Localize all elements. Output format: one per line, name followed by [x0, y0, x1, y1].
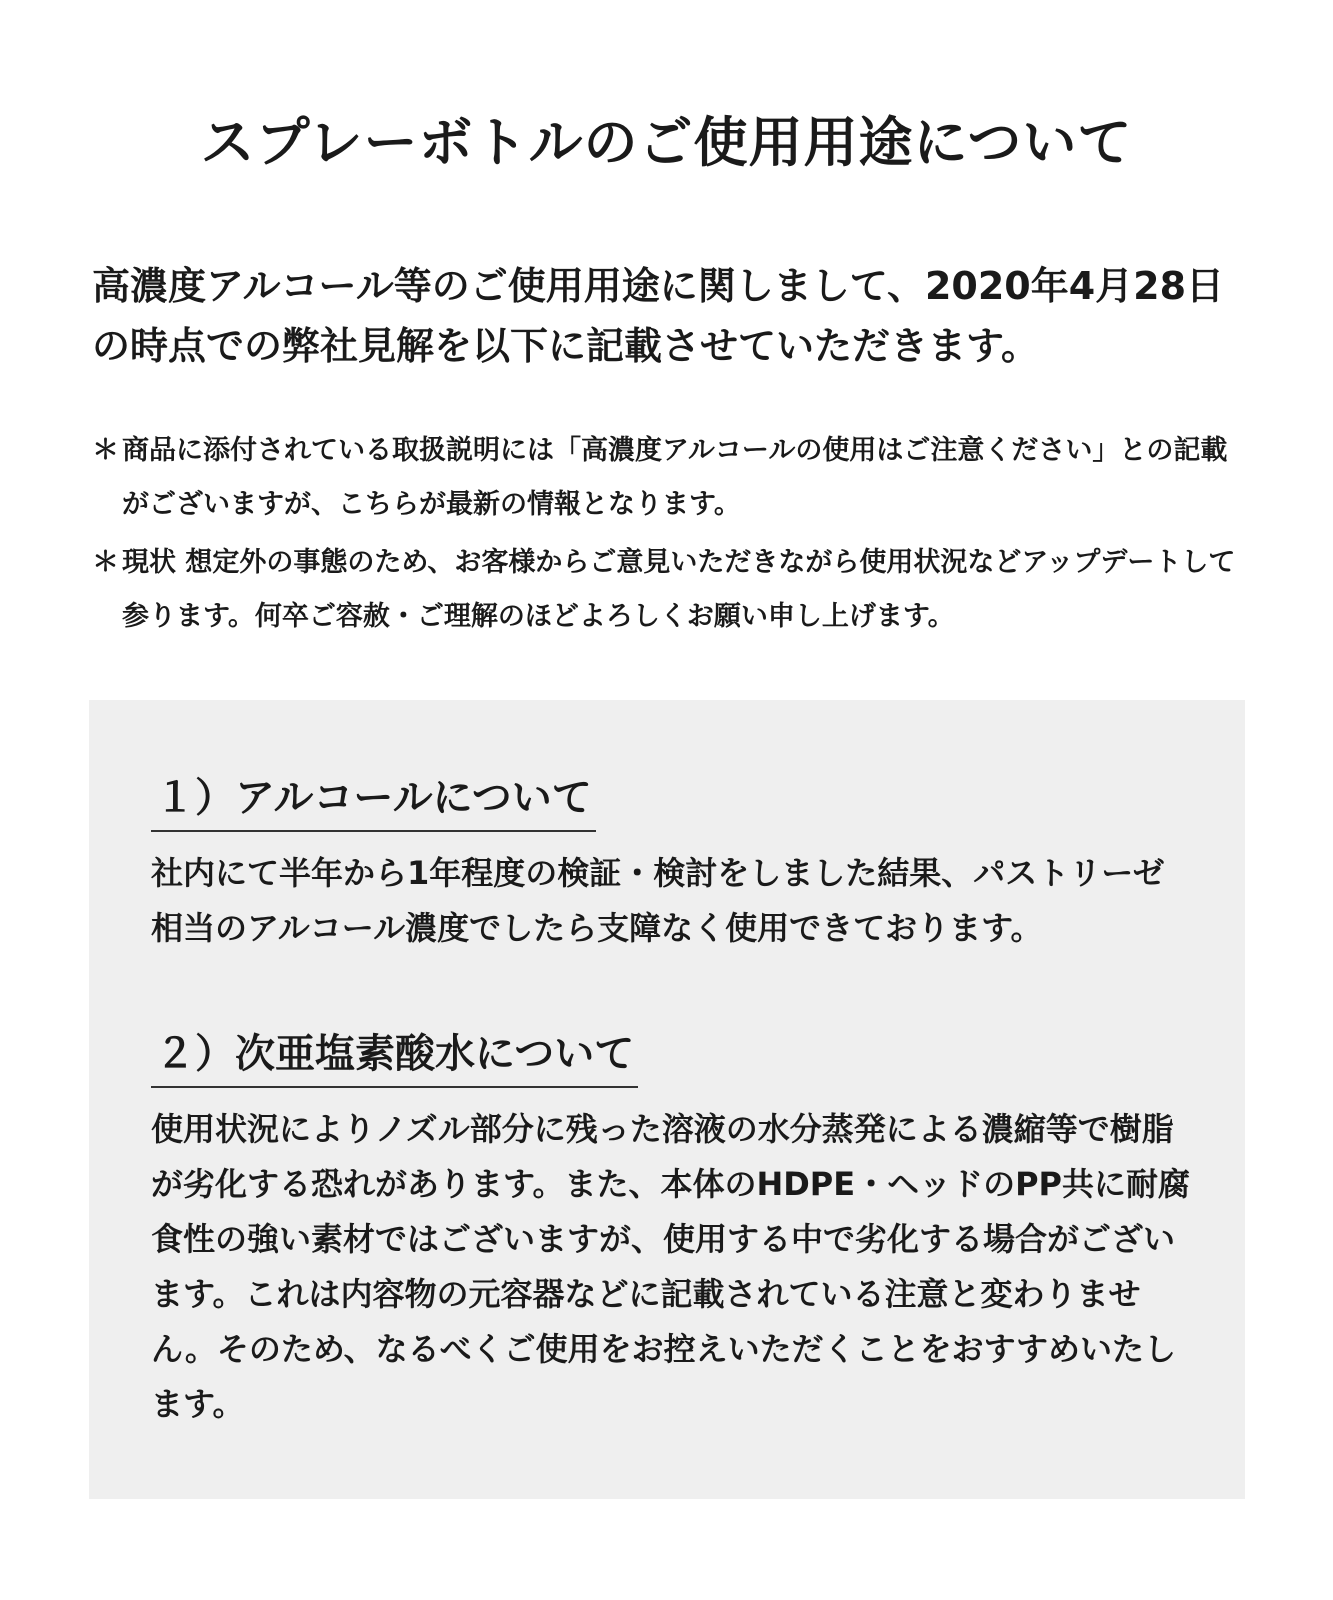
section-alcohol	[151, 770, 1191, 956]
note-text: 現状 想定外の事態のため、お客様からご意見いただきながら使用状況などアップデートして参ります。何卒ご容赦・ご理解のほどよろしくお願い申し上げます。	[122, 547, 1236, 632]
notes-list	[92, 424, 1252, 648]
note-item	[92, 424, 1252, 532]
section-hypochlorous-water	[151, 1026, 1191, 1432]
section-heading: ２）次亜塩素酸水について	[151, 1026, 638, 1088]
page-title: スプレーボトルのご使用用途について	[200, 111, 1133, 174]
asterisk-mark: ＊	[92, 435, 119, 466]
section-heading: １）アルコールについて	[151, 770, 596, 832]
section-body: 社内にて半年から1年程度の検証・検討をしました結果、パストリーゼ相当のアルコール濃度でしたら支障なく使用できております。	[151, 854, 1165, 947]
note-text: 商品に添付されている取扱説明には「高濃度アルコールの使用はご注意ください」との記載がございますが、こちらが最新の情報となります。	[122, 435, 1228, 520]
asterisk-mark: ＊	[92, 547, 119, 578]
section-body: 使用状況によりノズル部分に残った溶液の水分蒸発による濃縮等で樹脂が劣化する恐れがあります。また、本体のHDPE・ヘッドのPP共に耐腐食性の強い素材ではございますが、使用する中で劣化する場合がございます。これは内容物の元容器などに記載されている注意と変わりません。そのため、なるべくご使用をお控えいただくことをおすすめいたします。	[151, 1110, 1191, 1423]
info-panel	[89, 700, 1245, 1499]
intro-paragraph: 高濃度アルコール等のご使用用途に関しまして、2020年4月28日の時点での弊社見解を以下に記載させていただきます。	[92, 264, 1225, 368]
note-item	[92, 536, 1252, 644]
